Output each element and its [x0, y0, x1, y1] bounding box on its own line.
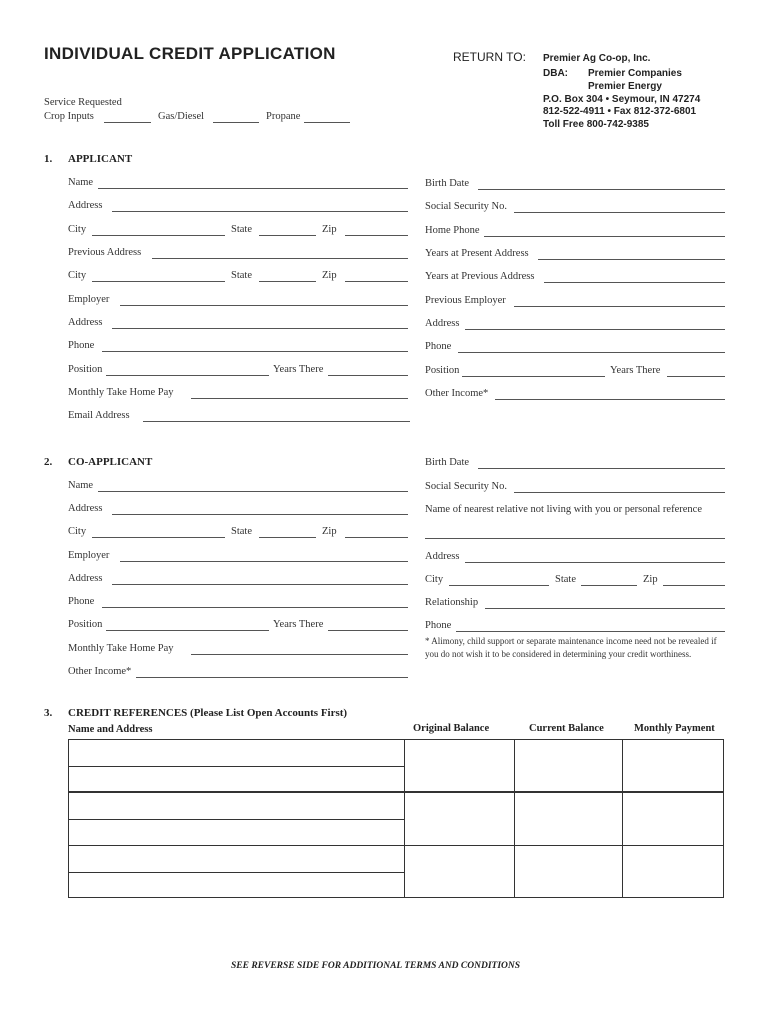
col-name-address: Name and Address: [68, 724, 153, 735]
reference-2-current-balance[interactable]: [514, 792, 623, 846]
co-birth-date-label: Birth Date: [425, 457, 470, 468]
col-original-balance: Original Balance: [413, 723, 490, 734]
co-state-field[interactable]: [259, 537, 316, 538]
applicant-prev-state-field[interactable]: [259, 281, 316, 282]
reference-2-monthly-payment[interactable]: [622, 792, 724, 846]
company-name: Premier Ag Co-op, Inc.: [543, 53, 651, 64]
crop-inputs-label: Crop Inputs: [44, 111, 94, 122]
co-employer-address-field[interactable]: [112, 584, 408, 585]
applicant-address-field[interactable]: [112, 211, 408, 212]
applicant-prev-city-label: City: [68, 270, 87, 281]
co-other-income-field[interactable]: [136, 677, 408, 678]
applicant-employer-label: Employer: [68, 294, 110, 305]
co-relative-address-field[interactable]: [465, 562, 725, 563]
form-title: INDIVIDUAL CREDIT APPLICATION: [44, 44, 336, 63]
applicant-years-there-field[interactable]: [328, 375, 408, 376]
section-1-number: 1.: [44, 153, 53, 165]
col-monthly-payment: Monthly Payment: [634, 723, 715, 734]
section-2-heading: CO-APPLICANT: [68, 456, 153, 468]
applicant-ssn-field[interactable]: [514, 212, 725, 213]
co-relationship-field[interactable]: [485, 608, 725, 609]
co-phone-field[interactable]: [102, 607, 408, 608]
applicant-prev-state-label: State: [231, 270, 252, 281]
applicant-phone-label: Phone: [68, 340, 95, 351]
applicant-other-income-field[interactable]: [495, 399, 725, 400]
applicant-other-income-label: Other Income*: [425, 388, 489, 399]
applicant-prev-zip-field[interactable]: [345, 281, 408, 282]
reference-2-name-address[interactable]: [68, 792, 405, 846]
co-monthly-pay-label: Monthly Take Home Pay: [68, 643, 174, 654]
co-state-label: State: [231, 526, 252, 537]
applicant-monthly-pay-label: Monthly Take Home Pay: [68, 387, 174, 398]
applicant-email-label: Email Address: [68, 410, 130, 421]
co-phone-label: Phone: [68, 596, 95, 607]
applicant-city-label: City: [68, 224, 87, 235]
applicant-zip-label: Zip: [322, 224, 337, 235]
applicant-years-previous-label: Years at Previous Address: [425, 271, 535, 282]
co-relative-label: Name of nearest relative not living with you or personal reference: [425, 504, 702, 515]
applicant-prev-years-there-label: Years There: [610, 365, 661, 376]
service-requested-label: Service Requested: [44, 97, 122, 108]
co-employer-label: Employer: [68, 550, 110, 561]
reference-3-monthly-payment[interactable]: [622, 845, 724, 898]
co-relative-phone-field[interactable]: [456, 631, 725, 632]
reference-3-name-address[interactable]: [68, 845, 405, 898]
applicant-prev-employer-label: Previous Employer: [425, 295, 506, 306]
applicant-address-label: Address: [68, 200, 103, 211]
applicant-city-field[interactable]: [92, 235, 225, 236]
propane-label: Propane: [266, 111, 301, 122]
section-3-heading: CREDIT REFERENCES (Please List Open Accounts First): [68, 707, 348, 719]
applicant-prev-employer-address-field[interactable]: [465, 329, 725, 330]
applicant-state-label: State: [231, 224, 252, 235]
applicant-prev-zip-label: Zip: [322, 270, 337, 281]
phone-fax: 812-522-4911 • Fax 812-372-6801: [543, 106, 697, 117]
co-ssn-field[interactable]: [514, 492, 725, 493]
co-relative-state-label: State: [555, 574, 576, 585]
applicant-employer-address-label: Address: [68, 317, 103, 328]
co-relative-zip-label: Zip: [643, 574, 658, 585]
reference-1-monthly-payment[interactable]: [622, 739, 724, 792]
co-relative-address-label: Address: [425, 551, 460, 562]
co-monthly-pay-field[interactable]: [191, 654, 408, 655]
reference-1-original-balance[interactable]: [404, 739, 515, 792]
reference-2-divider: [69, 819, 404, 820]
applicant-ssn-label: Social Security No.: [425, 201, 507, 212]
applicant-monthly-pay-field[interactable]: [191, 398, 408, 399]
co-years-there-label: Years There: [273, 619, 324, 630]
propane-field[interactable]: [304, 122, 350, 123]
applicant-prev-employer-field[interactable]: [514, 306, 725, 307]
co-relative-phone-label: Phone: [425, 620, 452, 631]
gas-diesel-field[interactable]: [213, 122, 259, 123]
reference-1-name-address[interactable]: [68, 739, 405, 792]
dba-name-2: Premier Energy: [588, 81, 662, 92]
applicant-prev-employer-phone-label: Phone: [425, 341, 452, 352]
applicant-employer-address-field[interactable]: [112, 328, 408, 329]
co-name-label: Name: [68, 480, 94, 491]
applicant-prev-years-there-field[interactable]: [667, 376, 725, 377]
co-relative-city-label: City: [425, 574, 444, 585]
crop-inputs-field[interactable]: [104, 122, 151, 123]
applicant-birth-date-field[interactable]: [478, 189, 725, 190]
applicant-prev-employer-phone-field[interactable]: [458, 352, 725, 353]
reference-3-divider: [69, 872, 404, 873]
gas-diesel-label: Gas/Diesel: [158, 111, 205, 122]
applicant-employer-field[interactable]: [120, 305, 408, 306]
co-employer-address-label: Address: [68, 573, 103, 584]
co-position-label: Position: [68, 619, 103, 630]
co-zip-field[interactable]: [345, 537, 408, 538]
co-relative-zip-field[interactable]: [663, 585, 725, 586]
col-current-balance: Current Balance: [529, 723, 604, 734]
co-zip-label: Zip: [322, 526, 337, 537]
co-relationship-label: Relationship: [425, 597, 479, 608]
applicant-zip-field[interactable]: [345, 235, 408, 236]
applicant-position-label: Position: [68, 364, 103, 375]
co-relative-field[interactable]: [425, 538, 725, 539]
co-city-label: City: [68, 526, 87, 537]
applicant-home-phone-field[interactable]: [484, 236, 725, 237]
reference-2-original-balance[interactable]: [404, 792, 515, 846]
footer-note: SEE REVERSE SIDE FOR ADDITIONAL TERMS AND CONDITIONS: [231, 961, 521, 971]
co-years-there-field[interactable]: [328, 630, 408, 631]
applicant-home-phone-label: Home Phone: [425, 225, 480, 236]
applicant-prev-address-label: Previous Address: [68, 247, 142, 258]
applicant-prev-position-field[interactable]: [462, 376, 605, 377]
co-city-field[interactable]: [92, 537, 225, 538]
co-employer-field[interactable]: [120, 561, 408, 562]
po-box: P.O. Box 304 • Seymour, IN 47274: [543, 94, 701, 105]
section-2-number: 2.: [44, 456, 53, 468]
co-ssn-label: Social Security No.: [425, 481, 507, 492]
dba-name-1: Premier Companies: [588, 68, 682, 79]
reference-1-divider: [69, 766, 404, 767]
dba-label: DBA:: [543, 68, 568, 79]
applicant-name-label: Name: [68, 177, 94, 188]
applicant-state-field[interactable]: [259, 235, 316, 236]
applicant-name-field[interactable]: [98, 188, 408, 189]
applicant-years-present-label: Years at Present Address: [425, 248, 529, 259]
reference-3-original-balance[interactable]: [404, 845, 515, 898]
applicant-position-field[interactable]: [106, 375, 269, 376]
section-3-number: 3.: [44, 707, 53, 719]
alimony-note: * Alimony, child support or separate maintenance income need not be revealed if you do not wish it to be considered in determining your credit worthiness.: [425, 636, 717, 659]
return-to-label: RETURN TO:: [453, 50, 526, 64]
co-other-income-label: Other Income*: [68, 666, 132, 677]
applicant-years-previous-field[interactable]: [544, 282, 725, 283]
applicant-birth-date-label: Birth Date: [425, 178, 470, 189]
applicant-years-present-field[interactable]: [538, 259, 725, 260]
co-relative-city-field[interactable]: [449, 585, 549, 586]
toll-free: Toll Free 800-742-9385: [543, 119, 649, 130]
co-relative-state-field[interactable]: [581, 585, 637, 586]
applicant-years-there-label: Years There: [273, 364, 324, 375]
co-position-field[interactable]: [106, 630, 269, 631]
co-address-label: Address: [68, 503, 103, 514]
applicant-phone-field[interactable]: [102, 351, 408, 352]
co-birth-date-field[interactable]: [478, 468, 725, 469]
co-address-field[interactable]: [112, 514, 408, 515]
applicant-email-field[interactable]: [143, 421, 410, 422]
applicant-prev-city-field[interactable]: [92, 281, 225, 282]
applicant-prev-address-field[interactable]: [152, 258, 408, 259]
applicant-prev-employer-address-label: Address: [425, 318, 460, 329]
co-name-field[interactable]: [98, 491, 408, 492]
applicant-prev-position-label: Position: [425, 365, 460, 376]
reference-3-current-balance[interactable]: [514, 845, 623, 898]
reference-1-current-balance[interactable]: [514, 739, 623, 792]
section-1-heading: APPLICANT: [68, 153, 133, 165]
